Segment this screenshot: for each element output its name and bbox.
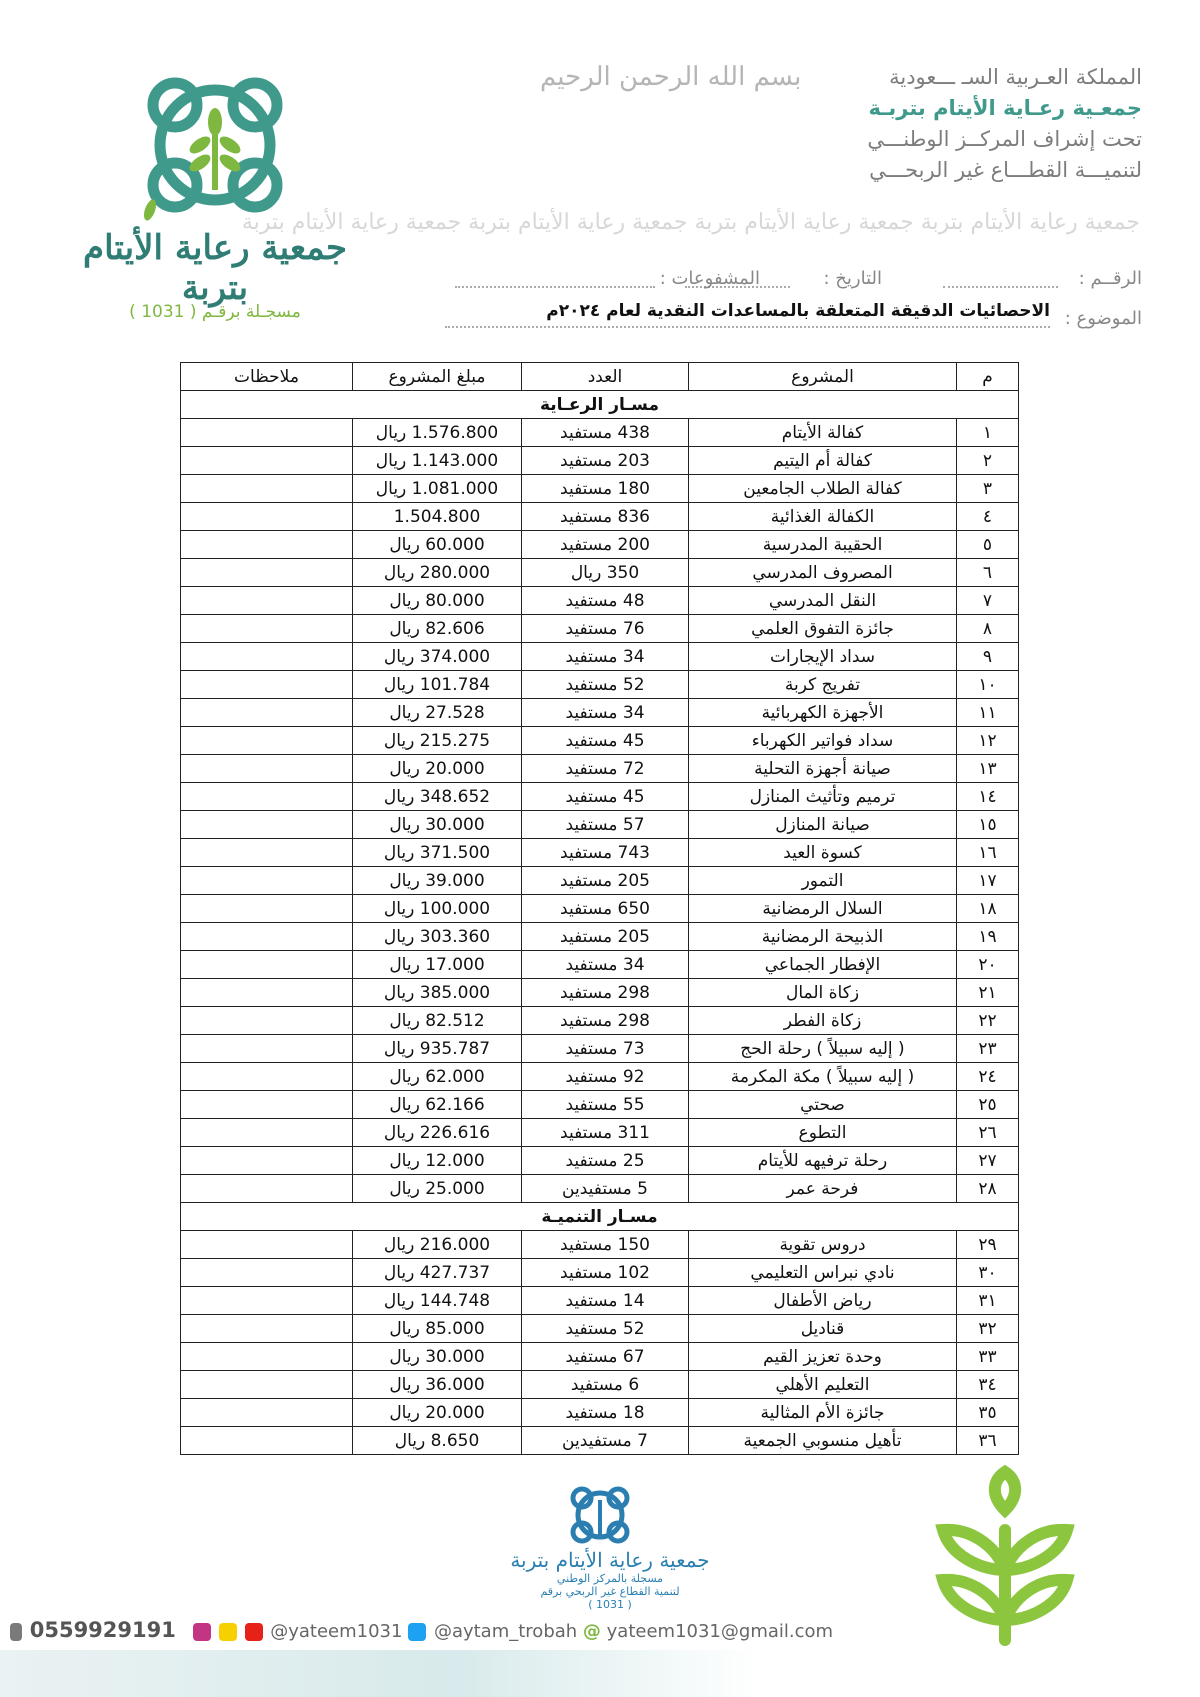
cell-notes — [181, 503, 353, 531]
cell-count: 57 مستفيد — [522, 811, 689, 839]
organization-header — [842, 62, 1142, 186]
cell-project: زكاة المال — [689, 979, 957, 1007]
cell-notes — [181, 419, 353, 447]
logo-registration: مسجـلة برقـم ( 1031 ) — [129, 302, 301, 322]
subject-label: الموضوع : — [1064, 308, 1142, 329]
table-header-row — [181, 363, 1019, 391]
cell-count: 5 مستفيدين — [522, 1175, 689, 1203]
cell-count: 298 مستفيد — [522, 1007, 689, 1035]
email-address[interactable]: yateem1031@gmail.com — [606, 1621, 834, 1642]
cell-amount: 62.166 ريال — [353, 1091, 522, 1119]
cell-amount: 1.143.000 ريال — [353, 447, 522, 475]
cell-index: ١ — [957, 419, 1019, 447]
cell-notes — [181, 1259, 353, 1287]
stamp-ornament-icon — [510, 1480, 710, 1550]
cell-notes — [181, 1007, 353, 1035]
cell-project: النقل المدرسي — [689, 587, 957, 615]
cell-notes — [181, 951, 353, 979]
table-row — [181, 475, 1019, 503]
cell-count: 205 مستفيد — [522, 923, 689, 951]
cell-index: ٢٧ — [957, 1147, 1019, 1175]
cell-amount: 303.360 ريال — [353, 923, 522, 951]
cell-amount: 144.748 ريال — [353, 1287, 522, 1315]
cell-index: ٣٤ — [957, 1371, 1019, 1399]
table-row — [181, 1343, 1019, 1371]
cell-project: الكفالة الغذائية — [689, 503, 957, 531]
cell-project: التعليم الأهلي — [689, 1371, 957, 1399]
stamp-line-2: لتنمية القطاع غير الربحي برقم — [540, 1585, 680, 1598]
subject-text: الاحصائيات الدقيقة المتعلقة بالمساعدات النقدية لعام ٢٠٢٤م — [546, 301, 1050, 321]
cell-amount: 1.504.800 — [353, 503, 522, 531]
cell-project: جائزة الأم المثالية — [689, 1399, 957, 1427]
cell-amount: 20.000 ريال — [353, 1399, 522, 1427]
table-row — [181, 1175, 1019, 1203]
cell-index: ٤ — [957, 503, 1019, 531]
watermark-strip: جمعية رعاية الأيتام بتربة جمعية رعاية الأيتام بتربة جمعية رعاية الأيتام بتربة جمعية رعاية الأيتام بتربة — [241, 210, 1140, 235]
number-label: الرقــم : — [1078, 268, 1142, 289]
table-row — [181, 951, 1019, 979]
cell-amount: 427.737 ريال — [353, 1259, 522, 1287]
cell-amount: 39.000 ريال — [353, 867, 522, 895]
cell-index: ٣٠ — [957, 1259, 1019, 1287]
cell-project: السلال الرمضانية — [689, 895, 957, 923]
table-row — [181, 1091, 1019, 1119]
cell-count: 55 مستفيد — [522, 1091, 689, 1119]
table-row — [181, 867, 1019, 895]
cell-count: 76 مستفيد — [522, 615, 689, 643]
cell-project: تأهيل منسوبي الجمعية — [689, 1427, 957, 1455]
stamp-line-1: مسجلة بالمركز الوطني — [556, 1572, 664, 1585]
table-row — [181, 1063, 1019, 1091]
statistics-table — [181, 362, 1019, 1455]
email-icon: @ — [582, 1621, 601, 1642]
cell-count: 67 مستفيد — [522, 1343, 689, 1371]
cell-amount: 62.000 ريال — [353, 1063, 522, 1091]
supervision-line-1: تحت إشراف المركــز الوطنـــي — [867, 127, 1142, 151]
cell-index: ٣٣ — [957, 1343, 1019, 1371]
header-amount: مبلغ المشروع — [353, 363, 522, 391]
cell-count: 298 مستفيد — [522, 979, 689, 1007]
cell-notes — [181, 671, 353, 699]
cell-notes — [181, 783, 353, 811]
cell-amount: 1.081.000 ريال — [353, 475, 522, 503]
cell-count: 92 مستفيد — [522, 1063, 689, 1091]
cell-project: ( إليه سبيلاً ) رحلة الحج — [689, 1035, 957, 1063]
header-index: م — [957, 363, 1019, 391]
cell-amount: 30.000 ريال — [353, 1343, 522, 1371]
header-notes: ملاحظات — [181, 363, 353, 391]
cell-project: الأجهزة الكهربائية — [689, 699, 957, 727]
cell-notes — [181, 1063, 353, 1091]
cell-index: ٧ — [957, 587, 1019, 615]
cell-amount: 371.500 ريال — [353, 839, 522, 867]
cell-count: 45 مستفيد — [522, 783, 689, 811]
basmala: بسم الله الرحمن الرحيم — [540, 62, 802, 92]
footer-contacts — [10, 1618, 834, 1642]
table-section-row — [181, 1203, 1019, 1231]
instagram-handle[interactable]: @yateem1031 — [270, 1621, 403, 1642]
cell-notes — [181, 1231, 353, 1259]
cell-notes — [181, 1035, 353, 1063]
cell-project: الحقيبة المدرسية — [689, 531, 957, 559]
cell-index: ٦ — [957, 559, 1019, 587]
cell-notes — [181, 1147, 353, 1175]
table-row — [181, 615, 1019, 643]
cell-count: 438 مستفيد — [522, 419, 689, 447]
leaf-logo-icon — [935, 1470, 1075, 1650]
table-row — [181, 447, 1019, 475]
cell-count: 48 مستفيد — [522, 587, 689, 615]
cell-index: ٢ — [957, 447, 1019, 475]
table-row — [181, 587, 1019, 615]
instagram-icon — [193, 1623, 211, 1641]
cell-project: رياض الأطفال — [689, 1287, 957, 1315]
cell-project: ( إليه سبيلاً ) مكة المكرمة — [689, 1063, 957, 1091]
table-row — [181, 1231, 1019, 1259]
cell-notes — [181, 755, 353, 783]
cell-project: الإفطار الجماعي — [689, 951, 957, 979]
cell-index: ٣٥ — [957, 1399, 1019, 1427]
cell-index: ١١ — [957, 699, 1019, 727]
cell-amount: 36.000 ريال — [353, 1371, 522, 1399]
cell-index: ١٠ — [957, 671, 1019, 699]
table-row — [181, 1287, 1019, 1315]
association-name: جمعـية رعـاية الأيتام بتربـة — [868, 96, 1142, 120]
cell-notes — [181, 811, 353, 839]
cell-notes — [181, 1371, 353, 1399]
cell-index: ٩ — [957, 643, 1019, 671]
cell-count: 150 مستفيد — [522, 1231, 689, 1259]
table-row — [181, 559, 1019, 587]
cell-index: ٢٨ — [957, 1175, 1019, 1203]
cell-index: ٣٦ — [957, 1427, 1019, 1455]
cell-index: ٣٢ — [957, 1315, 1019, 1343]
table-row — [181, 419, 1019, 447]
cell-amount: 27.528 ريال — [353, 699, 522, 727]
cell-index: ٣ — [957, 475, 1019, 503]
cell-project: نادي نبراس التعليمي — [689, 1259, 957, 1287]
cell-project: جائزة التفوق العلمي — [689, 615, 957, 643]
cell-amount: 12.000 ريال — [353, 1147, 522, 1175]
cell-index: ٢٩ — [957, 1231, 1019, 1259]
table-row — [181, 1259, 1019, 1287]
cell-count: 18 مستفيد — [522, 1399, 689, 1427]
cell-count: 205 مستفيد — [522, 867, 689, 895]
cell-project: سداد الإيجارات — [689, 643, 957, 671]
table-row — [181, 895, 1019, 923]
cell-amount: 82.606 ريال — [353, 615, 522, 643]
cell-project: وحدة تعزيز القيم — [689, 1343, 957, 1371]
date-label: التاريخ : — [823, 268, 882, 289]
cell-amount: 80.000 ريال — [353, 587, 522, 615]
header-project: المشروع — [689, 363, 957, 391]
cell-notes — [181, 531, 353, 559]
cell-project: كفالة أم اليتيم — [689, 447, 957, 475]
cell-count: 6 مستفيد — [522, 1371, 689, 1399]
table-row — [181, 979, 1019, 1007]
stamp-number: ( 1031 ) — [588, 1598, 632, 1611]
cell-index: ٣١ — [957, 1287, 1019, 1315]
table-row — [181, 1399, 1019, 1427]
cell-project: التمور — [689, 867, 957, 895]
table-row — [181, 923, 1019, 951]
cell-index: ١٤ — [957, 783, 1019, 811]
cell-amount: 226.616 ريال — [353, 1119, 522, 1147]
cell-notes — [181, 1427, 353, 1455]
cell-notes — [181, 699, 353, 727]
cell-count: 73 مستفيد — [522, 1035, 689, 1063]
cell-project: رحلة ترفيهه للأيتام — [689, 1147, 957, 1175]
cell-amount: 82.512 ريال — [353, 1007, 522, 1035]
table-row — [181, 783, 1019, 811]
table-row — [181, 727, 1019, 755]
cell-amount: 280.000 ريال — [353, 559, 522, 587]
table-row — [181, 1427, 1019, 1455]
cell-notes — [181, 475, 353, 503]
cell-amount: 85.000 ريال — [353, 1315, 522, 1343]
cell-index: ٢١ — [957, 979, 1019, 1007]
cell-count: 311 مستفيد — [522, 1119, 689, 1147]
cell-project: دروس تقوية — [689, 1231, 957, 1259]
table-section-row — [181, 391, 1019, 419]
cell-amount: 1.576.800 ريال — [353, 419, 522, 447]
cell-count: 350 ريال — [522, 559, 689, 587]
cell-index: ٢٠ — [957, 951, 1019, 979]
section-title: مسـار الرعـاية — [181, 391, 1019, 419]
table-row — [181, 811, 1019, 839]
cell-count: 34 مستفيد — [522, 951, 689, 979]
table-row — [181, 503, 1019, 531]
cell-notes — [181, 643, 353, 671]
cell-index: ١٧ — [957, 867, 1019, 895]
table-row — [181, 755, 1019, 783]
table-row — [181, 1147, 1019, 1175]
cell-index: ١٥ — [957, 811, 1019, 839]
cell-count: 203 مستفيد — [522, 447, 689, 475]
cell-project: التطوع — [689, 1119, 957, 1147]
cell-count: 180 مستفيد — [522, 475, 689, 503]
cell-notes — [181, 727, 353, 755]
cell-project: فرحة عمر — [689, 1175, 957, 1203]
cell-amount: 935.787 ريال — [353, 1035, 522, 1063]
cell-amount: 17.000 ريال — [353, 951, 522, 979]
cell-project: كفالة الأيتام — [689, 419, 957, 447]
cell-index: ١٦ — [957, 839, 1019, 867]
cell-notes — [181, 867, 353, 895]
cell-index: ٢٢ — [957, 1007, 1019, 1035]
logo-name: جمعية رعاية الأيتام بتربة — [83, 228, 347, 308]
cell-project: ترميم وتأثيث المنازل — [689, 783, 957, 811]
phone-icon — [10, 1623, 22, 1641]
cell-amount: 8.650 ريال — [353, 1427, 522, 1455]
cell-notes — [181, 1343, 353, 1371]
stamp-name: جمعية رعاية الأيتام بتربة — [510, 1548, 710, 1572]
supervision-line-2: لتنميـــة القطـــاع غير الربحـــي — [869, 158, 1142, 182]
cell-amount: 216.000 ريال — [353, 1231, 522, 1259]
number-field — [943, 266, 1058, 288]
footer-stamp — [510, 1480, 710, 1610]
cell-notes — [181, 923, 353, 951]
table-row — [181, 1119, 1019, 1147]
cell-count: 52 مستفيد — [522, 671, 689, 699]
cell-count: 650 مستفيد — [522, 895, 689, 923]
cell-index: ٢٦ — [957, 1119, 1019, 1147]
table-row — [181, 1007, 1019, 1035]
cell-notes — [181, 615, 353, 643]
table-row — [181, 1035, 1019, 1063]
attachments-field — [455, 266, 655, 288]
cell-amount: 101.784 ريال — [353, 671, 522, 699]
cell-amount: 374.000 ريال — [353, 643, 522, 671]
cell-amount: 30.000 ريال — [353, 811, 522, 839]
youtube-icon — [245, 1623, 263, 1641]
bottom-decorative-band — [0, 1650, 760, 1697]
cell-count: 743 مستفيد — [522, 839, 689, 867]
snapchat-icon — [219, 1623, 237, 1641]
cell-count: 7 مستفيدين — [522, 1427, 689, 1455]
twitter-icon — [408, 1623, 426, 1641]
kingdom-name: المملكة العـربية السـ ـــعودية — [889, 65, 1142, 89]
cell-project: صحتي — [689, 1091, 957, 1119]
cell-amount: 60.000 ريال — [353, 531, 522, 559]
cell-amount: 100.000 ريال — [353, 895, 522, 923]
cell-notes — [181, 1287, 353, 1315]
cell-amount: 215.275 ريال — [353, 727, 522, 755]
phone-number[interactable]: 0559929191 — [29, 1618, 176, 1642]
cell-count: 200 مستفيد — [522, 531, 689, 559]
cell-notes — [181, 839, 353, 867]
cell-notes — [181, 895, 353, 923]
cell-count: 14 مستفيد — [522, 1287, 689, 1315]
cell-notes — [181, 1399, 353, 1427]
cell-index: ٨ — [957, 615, 1019, 643]
cell-project: قناديل — [689, 1315, 957, 1343]
twitter-handle[interactable]: @aytam_trobah — [433, 1621, 578, 1642]
cell-project: كسوة العيد — [689, 839, 957, 867]
cell-index: ٢٣ — [957, 1035, 1019, 1063]
cell-notes — [181, 587, 353, 615]
cell-index: ٥ — [957, 531, 1019, 559]
cell-amount: 25.000 ريال — [353, 1175, 522, 1203]
cell-project: المصروف المدرسي — [689, 559, 957, 587]
cell-notes — [181, 447, 353, 475]
cell-count: 52 مستفيد — [522, 1315, 689, 1343]
table-row — [181, 643, 1019, 671]
cell-project: كفالة الطلاب الجامعين — [689, 475, 957, 503]
cell-count: 72 مستفيد — [522, 755, 689, 783]
cell-notes — [181, 979, 353, 1007]
cell-index: ١٨ — [957, 895, 1019, 923]
cell-project: تفريج كربة — [689, 671, 957, 699]
header-count: العدد — [522, 363, 689, 391]
cell-project: صيانة أجهزة التحلية — [689, 755, 957, 783]
cell-notes — [181, 1315, 353, 1343]
cell-project: الذبيحة الرمضانية — [689, 923, 957, 951]
table-row — [181, 839, 1019, 867]
cell-notes — [181, 1091, 353, 1119]
table-row — [181, 1315, 1019, 1343]
cell-index: ٢٥ — [957, 1091, 1019, 1119]
cell-count: 34 مستفيد — [522, 699, 689, 727]
cell-amount: 20.000 ريال — [353, 755, 522, 783]
cell-index: ١٢ — [957, 727, 1019, 755]
cell-amount: 385.000 ريال — [353, 979, 522, 1007]
cell-count: 102 مستفيد — [522, 1259, 689, 1287]
cell-count: 34 مستفيد — [522, 643, 689, 671]
section-title: مسـار التنميـة — [181, 1203, 1019, 1231]
cell-notes — [181, 1175, 353, 1203]
cell-project: زكاة الفطر — [689, 1007, 957, 1035]
cell-index: ٢٤ — [957, 1063, 1019, 1091]
cell-count: 836 مستفيد — [522, 503, 689, 531]
cell-notes — [181, 559, 353, 587]
cell-project: سداد فواتير الكهرباء — [689, 727, 957, 755]
cell-index: ١٣ — [957, 755, 1019, 783]
cell-amount: 348.652 ريال — [353, 783, 522, 811]
attachments-label: المشفوعات : — [659, 268, 760, 289]
cell-count: 25 مستفيد — [522, 1147, 689, 1175]
table-row — [181, 699, 1019, 727]
cell-index: ١٩ — [957, 923, 1019, 951]
cell-count: 45 مستفيد — [522, 727, 689, 755]
table-row — [181, 1371, 1019, 1399]
table-row — [181, 531, 1019, 559]
cell-project: صيانة المنازل — [689, 811, 957, 839]
table-row — [181, 671, 1019, 699]
cell-notes — [181, 1119, 353, 1147]
